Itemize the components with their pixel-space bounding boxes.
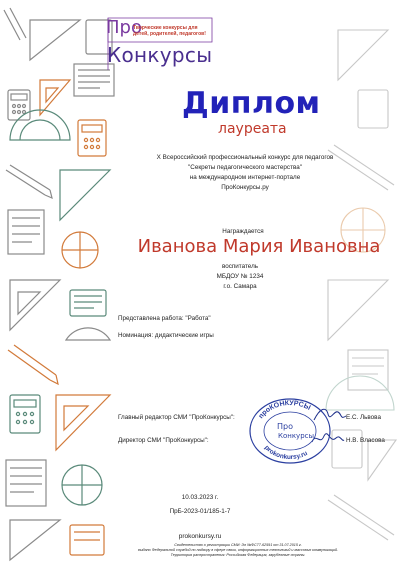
recipient-name: Иванова Мария Ивановна — [137, 236, 381, 257]
contest-line-3: на международном интернет-портале — [189, 174, 301, 181]
prokonkursy-logo — [8, 12, 238, 72]
logo-pro-text: Про — [106, 17, 142, 38]
left-decorative-pattern — [0, 0, 118, 566]
director-name: Н.В. Власова — [346, 437, 385, 444]
official-seal — [244, 395, 336, 465]
contest-line-4: ПроКонкурсы.ру — [221, 184, 269, 191]
recipient-organization: МБДОУ № 1234 — [216, 273, 264, 280]
director-label: Директор СМИ "ПроКонкурсы": — [118, 437, 209, 444]
registration-number: ПрБ-2023-01/185-1-7 — [169, 508, 231, 515]
editor-label: Главный редактор СМИ "ПроКонкурсы": — [118, 414, 235, 421]
media-registration-footer — [118, 543, 358, 558]
issue-date: 10.03.2023 г. — [181, 494, 219, 501]
diploma-subtitle: лауреата — [218, 121, 287, 137]
logo-tagline-line1: Творческие конкурсы для — [133, 25, 198, 31]
svg-text:проКОНКУРСЫ — [258, 400, 312, 420]
logo-tagline — [133, 25, 206, 37]
footer-line-1: Свидетельство о регистрации СМИ: Эл №ФС77-62591 от 31.07.2015 г. — [174, 543, 302, 547]
editor-name: Е.С. Львова — [346, 414, 381, 421]
contest-line-2: "Секреты педагогического мастерства" — [188, 164, 302, 171]
seal-bottom-text: prokonkursy.ru — [262, 444, 309, 462]
nomination: Номинация: дидактические игры — [118, 332, 214, 339]
logo-tagline-line2: детей, родителей, педагогов! — [133, 31, 206, 37]
contest-description — [142, 153, 348, 193]
footer-line-3: Территория распространения: Российская Федерация, зарубежные страны. — [170, 553, 306, 557]
recipient-city: г.о. Самара — [223, 283, 257, 290]
seal-top-text: проКОНКУРСЫ — [257, 399, 312, 421]
footer-line-2: выдано Федеральной службой по надзору в сфере связи, информационных технологий и массовых коммуникаций. — [137, 548, 339, 552]
awarded-label: Награждается — [222, 228, 264, 235]
recipient-position: воспитатель — [221, 263, 259, 270]
right-decorative-pattern — [318, 0, 400, 566]
seal-center-kon: Конкурсы — [278, 432, 315, 440]
contest-line-1: X Всероссийский профессиональный конкурс для педагогов — [156, 154, 334, 161]
seal-center-pro: Про — [277, 422, 293, 431]
recipient-details — [150, 262, 330, 292]
website-link[interactable]: prokonkursy.ru — [178, 533, 222, 540]
logo-konkursy-text: Конкурсы — [107, 43, 213, 67]
diploma-title: Диплом — [182, 86, 321, 121]
submitted-work: Представлена работа: "Работа" — [118, 315, 211, 322]
